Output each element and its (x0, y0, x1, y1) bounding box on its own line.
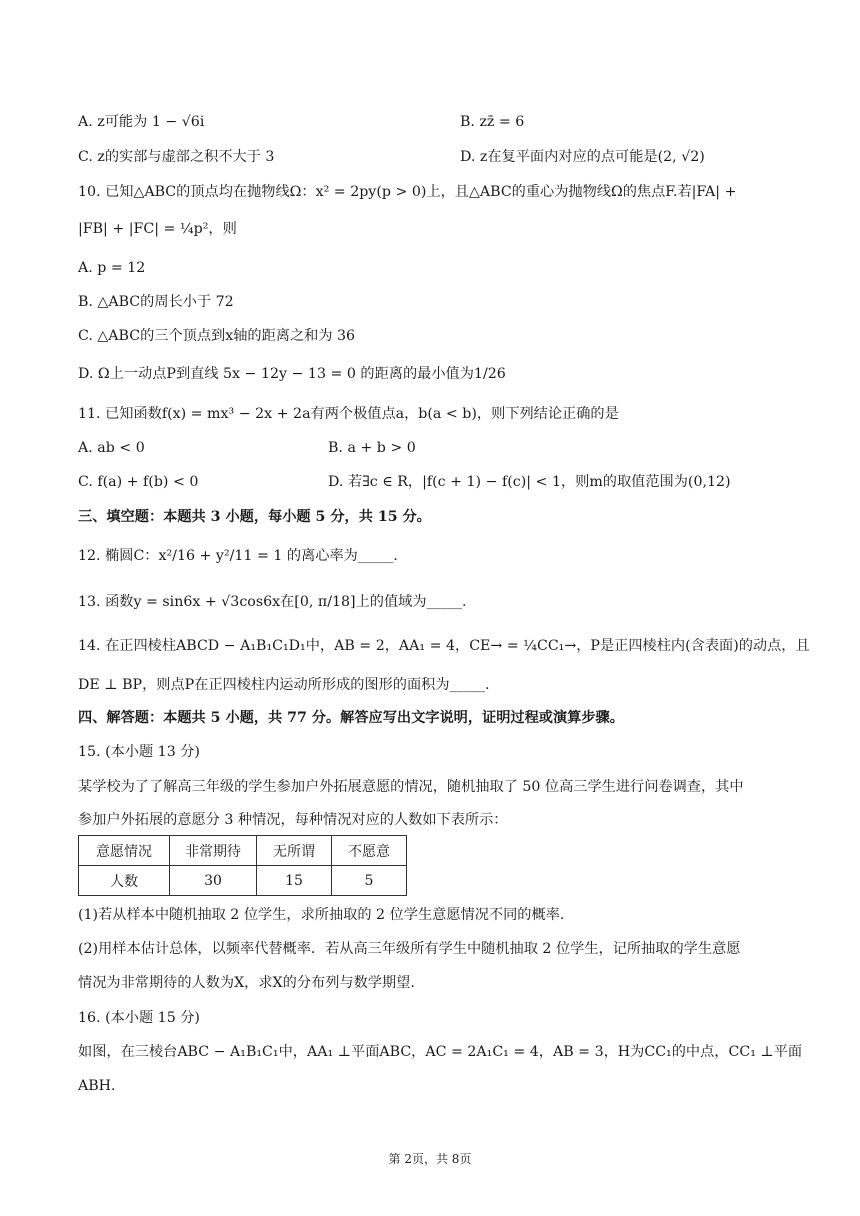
q11-option-d: D. 若∃c ∈ R，|f(c + 1) − f(c)| < 1，则m的取值范围为(0,12) (328, 474, 731, 490)
q16-line2: ABH. (78, 1078, 116, 1094)
q10-option-a: A. p = 12 (78, 260, 146, 276)
q9-option-b: B. zz̄ = 6 (460, 114, 525, 130)
q9-option-c: C. z的实部与虚部之积不大于 3 (78, 149, 275, 165)
table-header-cell: 无所谓 (257, 836, 332, 866)
q10-option-b: B. △ABC的周长小于 72 (78, 294, 234, 310)
table-cell: 人数 (79, 866, 170, 896)
q15-line1: 某学校为了了解高三年级的学生参加户外拓展意愿的情况，随机抽取了 50 位高三学生进行问卷调查，其中 (78, 779, 744, 795)
q11-row-ab (78, 438, 416, 458)
survey-table (78, 835, 407, 896)
q15-line2: 参加户外拓展的意愿分 3 种情况，每种情况对应的人数如下表所示： (78, 812, 508, 828)
page-footer: 第 2页，共 8页 (388, 1152, 472, 1166)
q10-stem-line1: 10. 已知△ABC的顶点均在抛物线Ω：x² = 2py(p > 0)上，且△ABC的重心为抛物线Ω的焦点F.若|FA| + (78, 184, 737, 200)
q15-part2-line1: (2)用样本估计总体，以频率代替概率．若从高三年级所有学生中随机抽取 2 位学生，记所抽取的学生意愿 (78, 941, 741, 957)
q11-option-b: B. a + b > 0 (328, 440, 416, 456)
q10-stem-line2: |FB| + |FC| = ¼p²，则 (78, 221, 237, 237)
q11-option-c: C. f(a) + f(b) < 0 (78, 474, 199, 490)
q14-line2: DE ⊥ BP，则点P在正四棱柱内运动所形成的图形的面积为_____. (78, 677, 490, 693)
q14-line1: 14. 在正四棱柱ABCD − A₁B₁C₁D₁中，AB = 2，AA₁ = 4，CE→ = ¼CC₁→，P是正四棱柱内(含表面)的动点，且 (78, 638, 810, 654)
table-header-cell: 意愿情况 (79, 836, 170, 866)
table-cell: 15 (257, 866, 332, 896)
q9-row-ab (78, 112, 525, 132)
table-cell: 30 (170, 866, 257, 896)
table-row (79, 866, 407, 896)
q15-part2-line2: 情况为非常期待的人数为X，求X的分布列与数学期望. (78, 975, 415, 991)
section3-heading: 三、填空题：本题共 3 小题，每小题 5 分，共 15 分。 (78, 509, 431, 525)
section4-heading: 四、解答题：本题共 5 小题，共 77 分。解答应写出文字说明，证明过程或演算步骤。 (78, 710, 624, 726)
q11-option-a: A. ab < 0 (78, 440, 145, 456)
q9-row-cd (78, 147, 705, 167)
q10-option-c: C. △ABC的三个顶点到x轴的距离之和为 36 (78, 328, 356, 344)
q13: 13. 函数y = sin6x + √3cos6x在[0, π/18]上的值域为_____. (78, 594, 467, 610)
q9-option-d: D. z在复平面内对应的点可能是(2, √2) (460, 149, 705, 165)
table-cell: 5 (332, 866, 407, 896)
q11-stem: 11. 已知函数f(x) = mx³ − 2x + 2a有两个极值点a，b(a < b)，则下列结论正确的是 (78, 406, 619, 422)
q15-part1: (1)若从样本中随机抽取 2 位学生，求所抽取的 2 位学生意愿情况不同的概率. (78, 907, 565, 923)
q16-title: 16. (本小题 15 分) (78, 1010, 200, 1026)
q12: 12. 椭圆C：x²/16 + y²/11 = 1 的离心率为_____. (78, 548, 398, 564)
q10-option-d: D. Ω上一动点P到直线 5x − 12y − 13 = 0 的距离的最小值为1/26 (78, 366, 506, 382)
q15-title: 15. (本小题 13 分) (78, 744, 200, 760)
q11-row-cd (78, 472, 731, 492)
table-header-cell: 不愿意 (332, 836, 407, 866)
q9-option-a: A. z可能为 1 − √6i (78, 114, 205, 130)
table-header-cell: 非常期待 (170, 836, 257, 866)
table-header-row (79, 836, 407, 866)
q16-line1: 如图，在三棱台ABC − A₁B₁C₁中，AA₁ ⊥平面ABC，AC = 2A₁C₁ = 4，AB = 3，H为CC₁的中点，CC₁ ⊥平面 (78, 1044, 803, 1060)
